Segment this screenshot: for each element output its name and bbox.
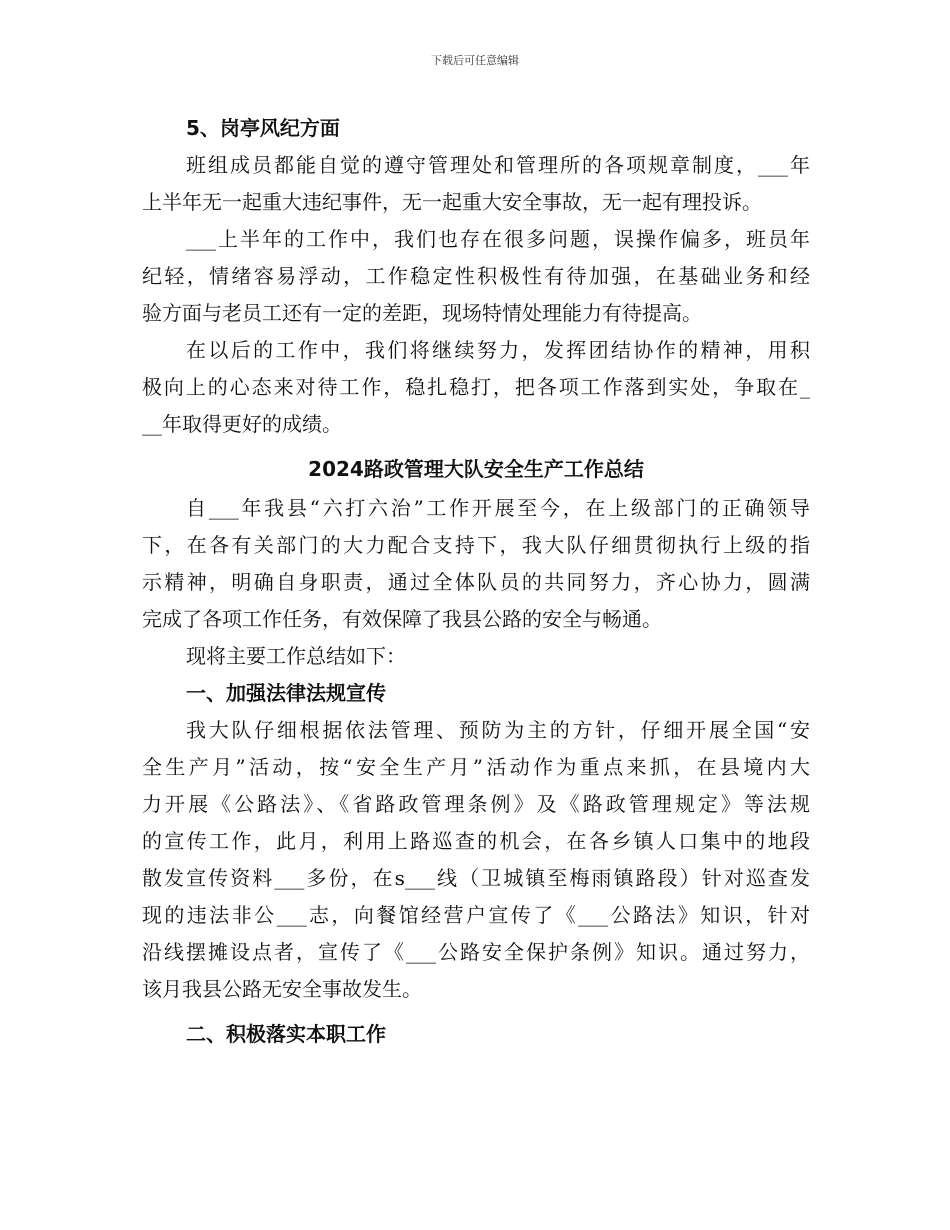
section-heading-2: 二、积极落实本职工作 bbox=[186, 1022, 386, 1046]
text-line: 上半年无一起重大违纪事件，无一起重大安全事故，无一起有理投诉。 bbox=[142, 190, 762, 214]
text-line: 全生产月”活动，按“安全生产月”活动作为重点来抓，在县境内大 bbox=[142, 755, 810, 779]
text-line: 该月我县公路无安全事故发生。 bbox=[142, 977, 422, 1001]
paragraph-publicity bbox=[142, 712, 810, 1008]
text-line: ___上半年的工作中，我们也存在很多问题，误操作偏多，班员年 bbox=[186, 227, 810, 251]
text-line: 班组成员都能自觉的遵守管理处和管理所的各项规章制度，___年 bbox=[186, 153, 810, 177]
page-header: 下载后可任意编辑 bbox=[431, 54, 519, 67]
document-body bbox=[142, 110, 810, 1053]
spacer bbox=[142, 1008, 810, 1016]
summary-intro: 现将主要工作总结如下： bbox=[186, 644, 406, 668]
text-line: 完成了各项工作任务，有效保障了我县公路的安全与畅通。 bbox=[142, 607, 662, 631]
text-line: 纪轻，情绪容易浮动，工作稳定性积极性有待加强，在基础业务和经 bbox=[142, 264, 810, 288]
text-line: 沿线摆摊设点者，宣传了《___公路安全保护条例》知识。通过努力， bbox=[142, 940, 810, 964]
paragraph-problems bbox=[142, 221, 810, 332]
text-line: 的宣传工作，此月，利用上路巡查的机会，在各乡镇人口集中的地段 bbox=[142, 829, 810, 853]
paragraph-intro bbox=[142, 490, 810, 638]
text-line: 示精神，明确自身职责，通过全体队员的共同努力，齐心协力，圆满 bbox=[142, 570, 810, 594]
section-heading-5: 5、岗亭风纪方面 bbox=[186, 116, 340, 140]
text-line: 我大队仔细根据依法管理、预防为主的方针，仔细开展全国“安 bbox=[186, 718, 810, 742]
report-title: 2024路政管理大队安全生产工作总结 bbox=[308, 457, 644, 481]
paragraph-discipline bbox=[142, 147, 810, 221]
paragraph-future bbox=[142, 332, 810, 443]
text-line: 下，在各有关部门的大力配合支持下，我大队仔细贯彻执行上级的指 bbox=[142, 533, 810, 557]
section-heading-1: 一、加强法律法规宣传 bbox=[186, 681, 386, 705]
text-line: 散发宣传资料___多份，在s___线（卫城镇至梅雨镇路段）针对巡查发 bbox=[142, 866, 810, 890]
text-line: 力开展《公路法》、《省路政管理条例》及《路政管理规定》等法规 bbox=[142, 792, 810, 816]
text-line: 现的违法非公___志，向餐馆经营户宣传了《___公路法》知识，针对 bbox=[142, 903, 810, 927]
text-line: 验方面与老员工还有一定的差距，现场特情处理能力有待提高。 bbox=[142, 301, 702, 325]
text-line: 自___年我县“六打六治”工作开展至今，在上级部门的正确领导 bbox=[186, 496, 810, 520]
text-line: 在以后的工作中，我们将继续努力，发挥团结协作的精神，用积 bbox=[186, 338, 810, 362]
text-line: __年取得更好的成绩。 bbox=[142, 412, 342, 436]
text-line: 极向上的心态来对待工作，稳扎稳打，把各项工作落到实处，争取在_ bbox=[142, 375, 810, 399]
